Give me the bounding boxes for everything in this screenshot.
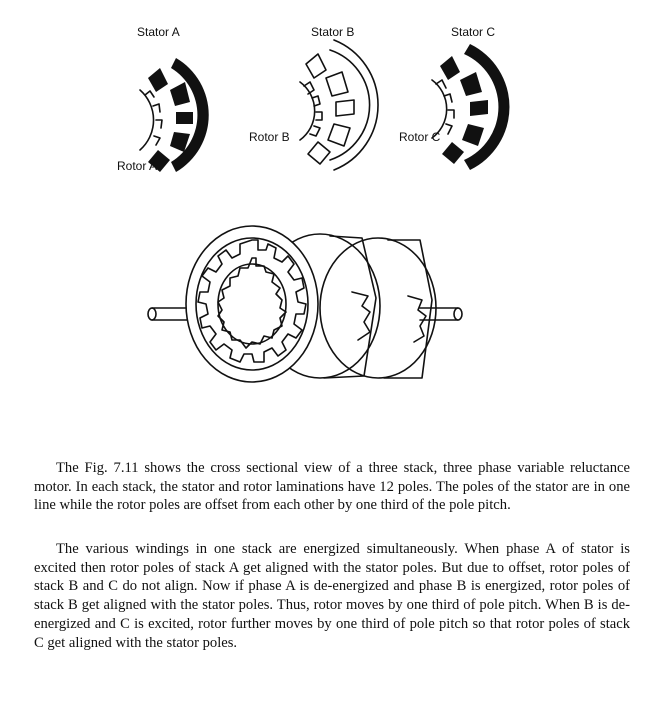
stator-b-label: Stator B [311,25,355,39]
rotor-b-label: Rotor B [249,130,290,144]
stack-a-disc [186,226,318,382]
stack-c-disc [320,238,436,378]
paragraph-1: The Fig. 7.11 shows the cross sectional view of a three stack, three phase variable reluctance motor. In each stack, the stator and rotor laminations have 12 poles. The poles of the stator are in one line while the rotor poles are offset from each other by one third of the pole pitch. [34,460,630,514]
stator-c-section [440,44,509,170]
stator-a-section [148,58,209,172]
paragraph-2: The various windings in one stack are energized simultaneously. When phase A of stator is excited then rotor poles of stack A get aligned with the stator poles. But due to offset, rotor poles of stack B and C do not align. Now if phase A is de-energized and phase B is energized, rotor poles of stack B get aligned with the stator poles. Thus, rotor moves by one third of pole pitch. When B is de-energized and C is excited, rotor further moves by one third of pole pitch so that rotor poles of stack C get aligned with the stator poles. [34,541,630,651]
stator-a-label: Stator A [137,25,180,39]
rotor-a-label: Rotor A [117,159,158,173]
stator-c-label: Stator C [451,25,496,39]
rotor-c-label: Rotor C [399,130,441,144]
rotor-a-section [140,90,162,150]
rotor-b-section [300,82,322,140]
